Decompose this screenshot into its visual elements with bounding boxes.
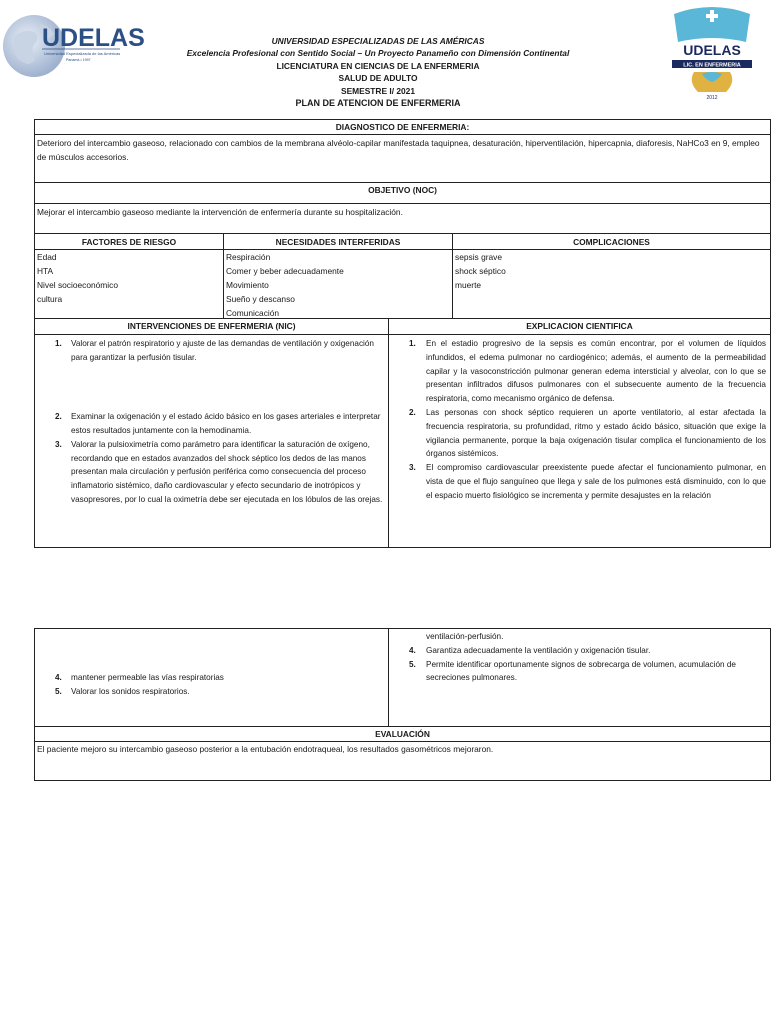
exp-header-cell bbox=[388, 318, 771, 335]
udelas-logo-left bbox=[0, 8, 145, 78]
nic-item: 5. Valorar los sonidos respiratorios. bbox=[55, 686, 190, 696]
svg-text:2012: 2012 bbox=[706, 95, 718, 101]
exp-item: 1. En el estadio progresivo de la sepsis es común encontrar, por el volumen de líquidos infundidos, el edema pulmonar no cardiogénico; además, el aumento de la permeabilidad capilar y la vasoconstricción pulmonar generan edema intersticial y alveolar, con lo que se presentan infiltrados difusos pulmonares con el subsecuente aumento de la frecuencia respiratoria, como mecanismo orgánico de defensa. bbox=[409, 339, 766, 404]
necesidad-item: Movimiento bbox=[226, 280, 269, 290]
udelas-nursing-logo-right bbox=[668, 2, 756, 102]
university-motto: Excelencia Profesional con Sentido Social – Un Proyecto Panameño con Dimensión Continental bbox=[186, 48, 570, 59]
exp-header: EXPLICACION CIENTIFICA bbox=[526, 321, 633, 331]
semester: SEMESTRE I/ 2021 bbox=[340, 85, 415, 96]
complicaciones-header-cell bbox=[452, 233, 771, 250]
riesgo-item: cultura bbox=[37, 294, 63, 304]
complicacion-item: sepsis grave bbox=[455, 252, 503, 262]
globe-logo-icon bbox=[0, 8, 145, 78]
necesidades-header: NECESIDADES INTERFERIDAS bbox=[275, 237, 401, 247]
objetivo-text: Mejorar el intercambio gaseoso mediante la intervención de enfermería durante su hospitalización. bbox=[37, 207, 403, 217]
riesgo-item: Edad bbox=[37, 252, 57, 262]
evaluacion-text: El paciente mejoro su intercambio gaseoso posterior a la entubación endotraqueal, los resultados gasométricos mejoraron. bbox=[37, 744, 494, 754]
diagnostico-text-cell bbox=[34, 134, 771, 183]
diagnostico-heading-cell bbox=[34, 119, 771, 135]
necesidades-header-cell bbox=[223, 233, 453, 250]
necesidad-item: Comer y beber adecuadamente bbox=[226, 266, 344, 276]
svg-text:Panamá • 1997: Panamá • 1997 bbox=[66, 58, 91, 62]
exp-item: 4. Garantiza adecuadamente la ventilación y oxigenación tisular. bbox=[409, 645, 651, 655]
evaluacion-heading-cell bbox=[34, 726, 771, 742]
nic-item: 2. Examinar la oxigenación y el estado ácido básico en los gases arteriales e interpretar estos resultados juntamente con la hemodinamia. bbox=[55, 412, 381, 436]
nursing-cap-logo-icon bbox=[668, 2, 756, 102]
necesidad-item: Sueño y descanso bbox=[226, 294, 295, 304]
diagnostico-heading: DIAGNOSTICO DE ENFERMERIA: bbox=[335, 122, 470, 132]
factores-riesgo-header-cell bbox=[34, 233, 224, 250]
diagnostico-text: Deterioro del intercambio gaseoso, relacionado con cambios de la membrana alvéolo-capilar manifestada taquipnea, desaturación, hiperventilación, hipercapnia, diaforesis, NaHCo3 en 9, empleo de músculos accesorios. bbox=[37, 138, 760, 162]
nic-header: INTERVENCIONES DE ENFERMERIA (NIC) bbox=[127, 321, 296, 331]
document-header bbox=[130, 35, 626, 109]
exp-item: ventilación-perfusión. bbox=[426, 632, 504, 641]
exp-cell-page2 bbox=[388, 628, 771, 727]
riesgo-item: Nivel socioeconómico bbox=[37, 280, 118, 290]
nic-header-cell bbox=[34, 318, 389, 335]
svg-text:UDELAS: UDELAS bbox=[683, 42, 741, 58]
necesidades-list bbox=[223, 249, 453, 319]
course-name: SALUD DE ADULTO bbox=[338, 73, 418, 84]
factores-riesgo-header: FACTORES DE RIESGO bbox=[81, 237, 177, 247]
complicacion-item: shock séptico bbox=[455, 266, 506, 276]
exp-item: 2. Las personas con shock séptico requieren un aporte ventilatorio, al estar afectada la frecuencia respiratoria, su profundidad, ritmo y estado ácido básico, situación que exige la vigilancia permanente, porque la baja oxigenación tisular complica el funcionamiento de los órganos sistémicos. bbox=[409, 407, 766, 459]
objetivo-text-cell bbox=[34, 203, 771, 234]
nic-item: 4. mantener permeable las vías respiratorias bbox=[55, 673, 224, 682]
svg-text:UDELAS: UDELAS bbox=[42, 24, 145, 52]
svg-text:LIC. EN ENFERMERIA: LIC. EN ENFERMERIA bbox=[683, 62, 741, 69]
necesidad-item: Respiración bbox=[226, 252, 271, 262]
degree-name: LICENCIATURA EN CIENCIAS DE LA ENFERMERIA bbox=[276, 60, 480, 71]
exp-item: 5. Permite identificar oportunamente signos de sobrecarga de volumen, acumulación de secreciones pulmonares. bbox=[409, 659, 736, 683]
riesgo-item: HTA bbox=[37, 266, 54, 276]
objetivo-heading: OBJETIVO (NOC) bbox=[368, 185, 437, 195]
objetivo-heading-cell bbox=[34, 182, 771, 204]
complicacion-item: muerte bbox=[455, 280, 482, 290]
complicaciones-header: COMPLICACIONES bbox=[573, 237, 650, 247]
university-name: UNIVERSIDAD ESPECIALIZADAS DE LAS AMÉRICAS bbox=[271, 36, 485, 46]
exp-cell-page1 bbox=[388, 334, 771, 548]
svg-text:Universidad Especializada de l: Universidad Especializada de las Américas bbox=[44, 51, 121, 56]
exp-item: 3. El compromiso cardiovascular preexistente puede afectar el funcionamiento pulmonar, en vista de que el flujo sanguíneo que llega y sale de los pulmones está disminuido, con lo que el espacio muerto fisiológico se incrementa y permite desajustes en la relación bbox=[409, 463, 766, 500]
evaluacion-heading: EVALUACIÓN bbox=[375, 729, 430, 739]
plan-title: PLAN DE ATENCION DE ENFERMERIA bbox=[295, 98, 461, 109]
nic-item: 1. Valorar el patrón respiratorio y ajuste de las demandas de ventilación y oxigenación para garantizar la perfusión tisular. bbox=[55, 339, 374, 362]
complicaciones-list bbox=[452, 249, 771, 319]
evaluacion-text-cell bbox=[34, 741, 771, 781]
nic-cell-page1 bbox=[34, 334, 389, 548]
nic-item: 3. Valorar la pulsioximetría como parámetro para identificar la saturación de oxígeno, recordando que en estados avanzados del shock séptico los dedos de las manos presentan mala circulación y perfusión periférica como consecuencia del proceso inflamatorio sistémico, daño cardiovascular y efecto secundario de inotrópicos y vasopresores, por lo cual la oximetría debe ser ejecutada en los lóbulos de las orejas. bbox=[55, 439, 383, 504]
necesidad-item: Comunicación bbox=[226, 308, 280, 318]
factores-riesgo-list bbox=[34, 249, 224, 319]
nic-cell-page2 bbox=[34, 628, 389, 727]
